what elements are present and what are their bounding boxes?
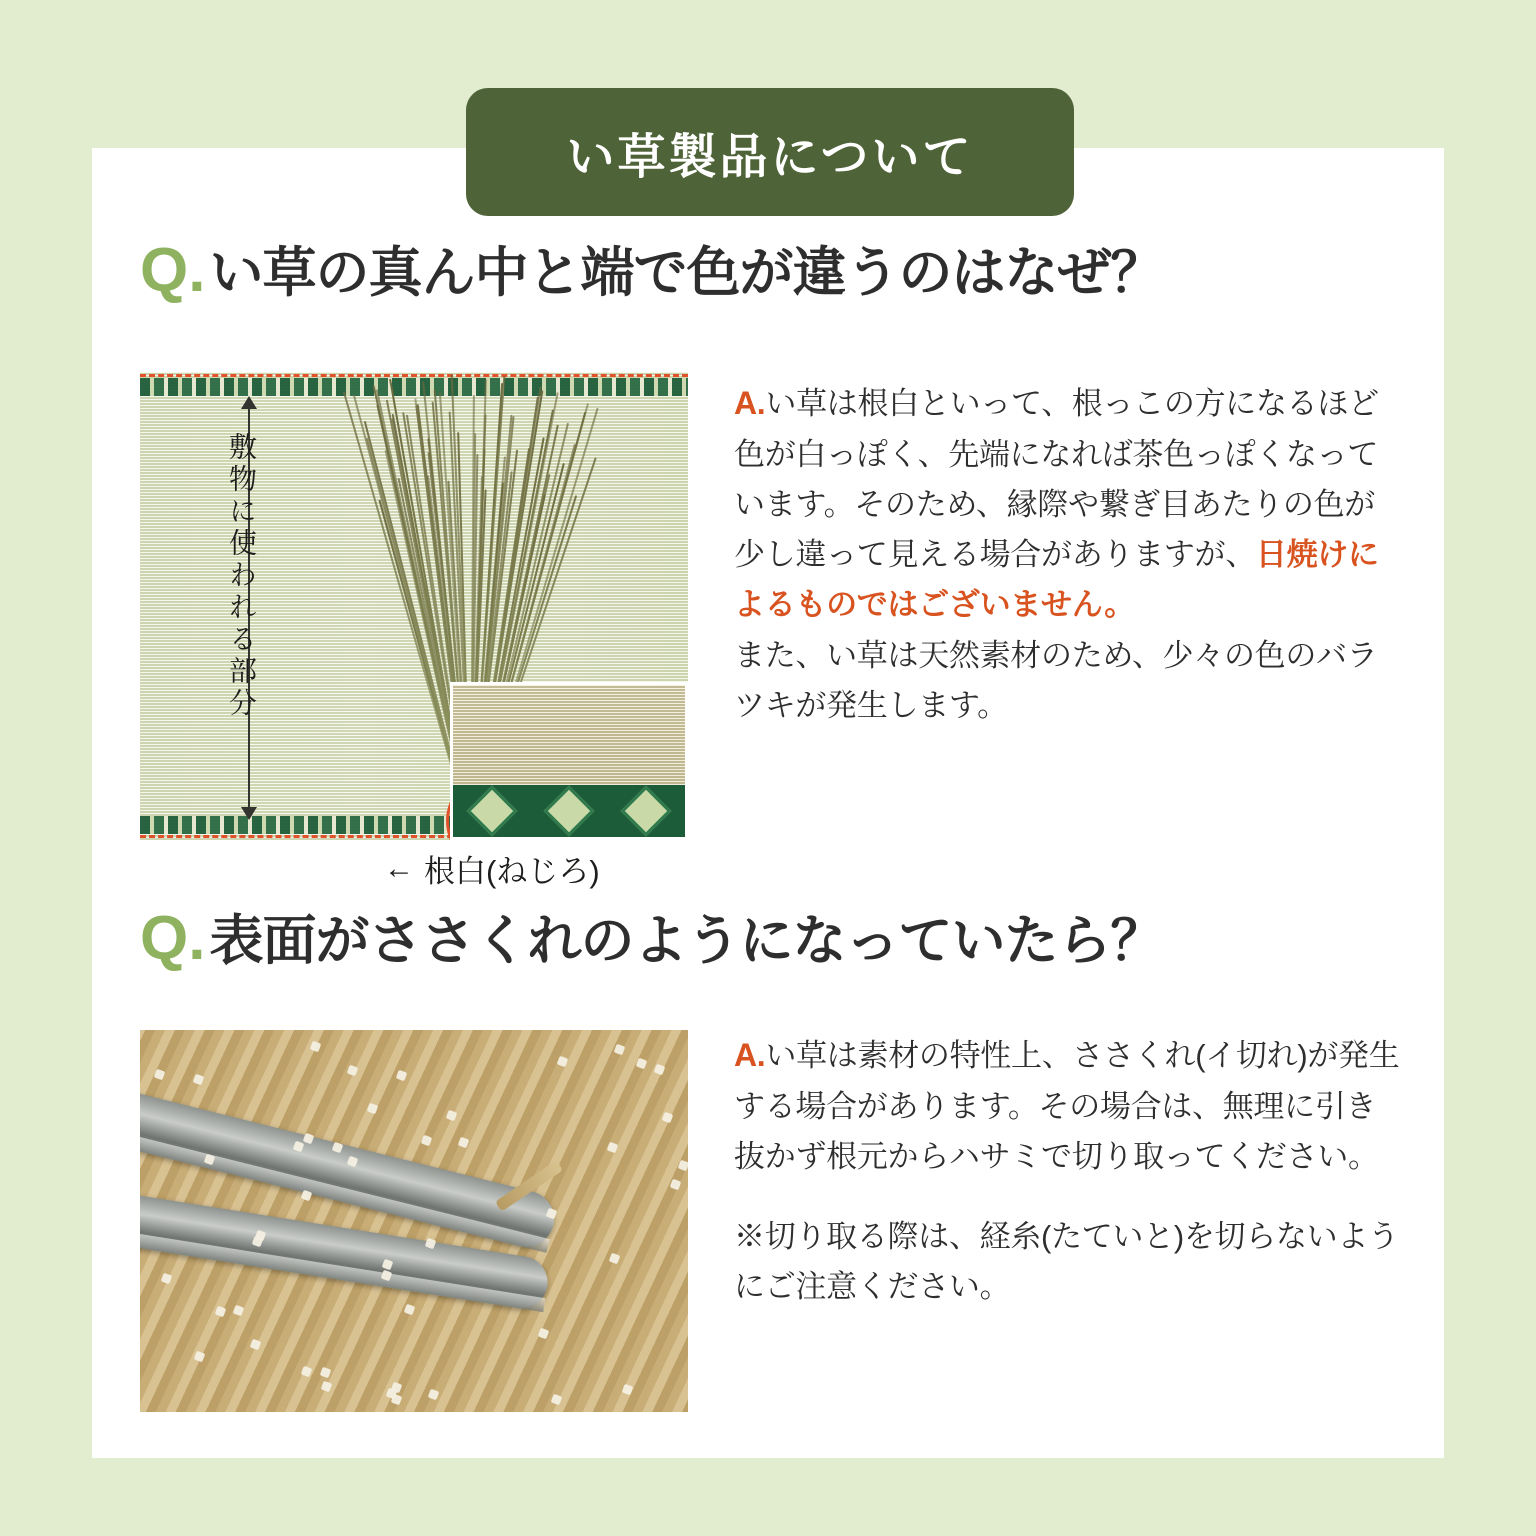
diamond-icon [621,786,672,837]
question-heading-2 [140,904,1164,973]
question-text-2: 表面がささくれのようになっていたら？ [209,911,1164,971]
question-text-1: い草の真ん中と端で色が違うのはなぜ？ [209,243,1164,303]
question-heading-1 [140,236,1164,305]
arrow-down-icon [241,807,257,820]
answer-text-1a: い草は根白といって、根っこの方になるほど色が白っぽく、先端になれば茶色っぽくなっています。そのため、縁際や繋ぎ目あたりの色が少し違って見える場合がありますが、 [734,386,1379,573]
diamond-icon [544,786,595,837]
diamond-icon [466,786,517,837]
answer-text-2a: い草は素材の特性上、ささくれ(イ切れ)が発生する場合があります。その場合は、無理に引き抜かず根元からハサミで切り取ってください。 [734,1038,1400,1175]
figure-scissors-on-mat [140,1030,688,1412]
question-marker-2: Q. [140,904,206,973]
figure-callout-label: 根白(ねじろ) [424,854,600,889]
figure-rush-grass [140,372,688,840]
arrow-left-icon: ← [384,851,414,885]
answer-marker-1: A. [734,385,766,421]
answer-text-1b: また、い草は天然素材のため、少々の色のバラツキが発生します。 [734,637,1378,723]
answer-marker-2: A. [734,1037,766,1073]
answer-paragraph-2 [734,631,1394,731]
figure-callout-nejiro [384,846,600,891]
page-title: い草製品について [566,130,974,184]
answer-paragraph-1 [734,378,1394,631]
arrow-up-icon [241,396,257,409]
answer-block-2 [734,1030,1406,1313]
inset-diamond-pattern [453,791,685,831]
question-marker-1: Q. [140,236,206,305]
answer-paragraph-3 [734,1030,1406,1182]
page-title-pill [466,88,1074,216]
answer-block-1 [734,378,1394,731]
answer-note-2: ※切り取る際は、経糸(たていと)を切らないようにご注意ください。 [734,1219,1399,1305]
inset-photo-mat-border [450,682,688,840]
figure-vertical-label: 敷物に使われる部分 [226,432,257,720]
answer-highlight-1: 日焼けによるものではございません。 [734,537,1379,623]
